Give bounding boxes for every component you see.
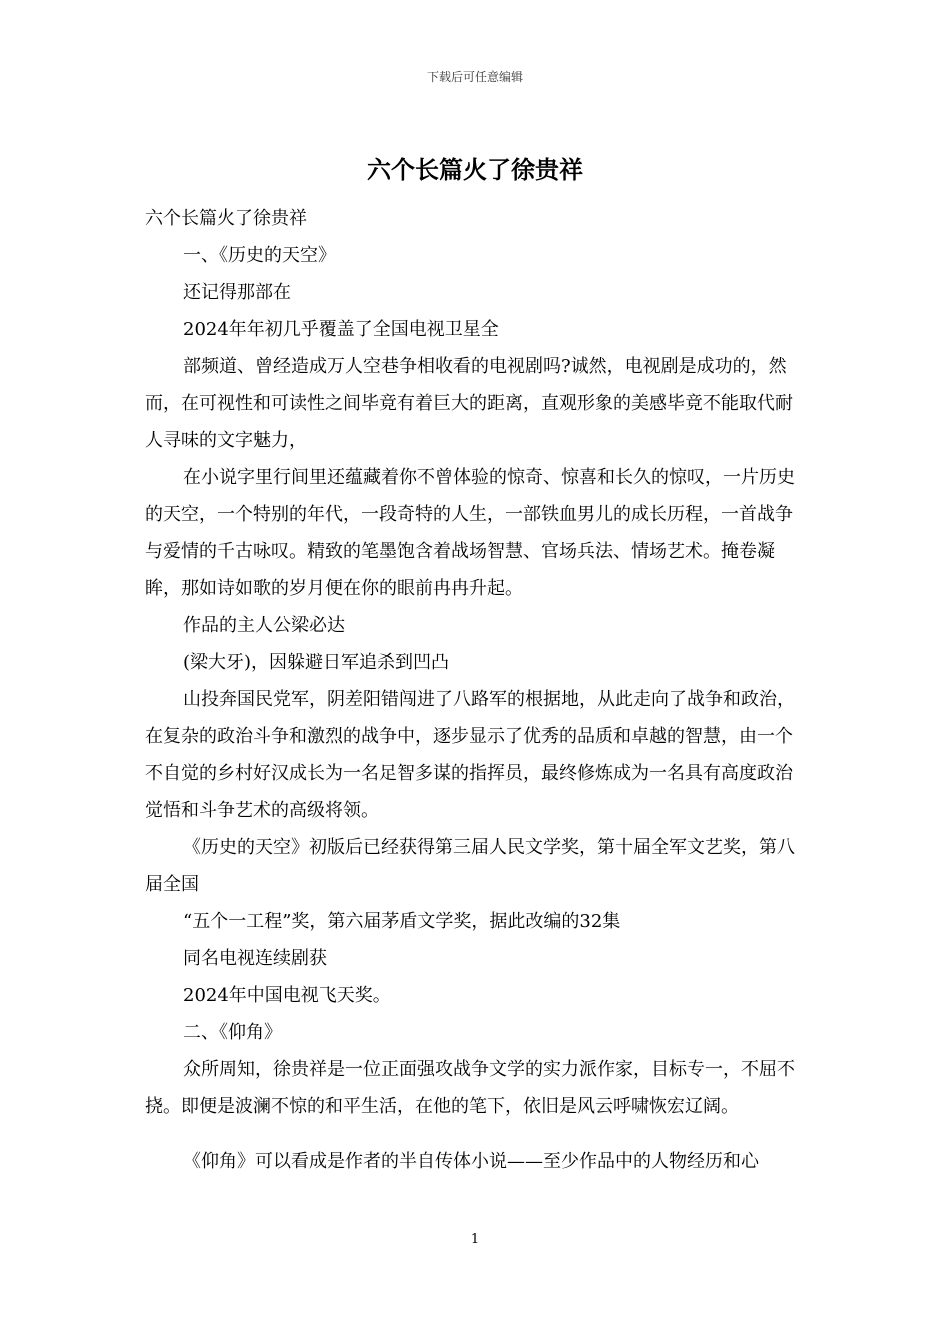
paragraph: “五个一工程”奖，第六届茅盾文学奖，据此改编的32集 bbox=[183, 911, 621, 932]
paragraph: 2024年年初几乎覆盖了全国电视卫星全 bbox=[183, 319, 499, 340]
paragraph-subtitle: 六个长篇火了徐贵祥 bbox=[145, 208, 307, 229]
paragraph: 《历史的天空》初版后已经获得第三届人民文学奖，第十届全军文艺奖，第八届全国 bbox=[145, 837, 795, 895]
page-number: 1 bbox=[470, 1232, 480, 1247]
paragraph: 山投奔国民党军，阴差阳错闯进了八路军的根据地，从此走向了战争和政治，在复杂的政治斗争和激烈的战争中，逐步显示了优秀的品质和卓越的智慧，由一个不自觉的乡村好汉成长为一名足智多谋的指挥员，最终修炼成为一名具有高度政治觉悟和斗争艺术的高级将领。 bbox=[145, 689, 795, 821]
document-title: 六个长篇火了徐贵祥 bbox=[367, 156, 583, 184]
paragraph: 2024年中国电视飞天奖。 bbox=[183, 985, 391, 1006]
document-body bbox=[145, 200, 810, 1180]
paragraph: 《仰角》可以看成是作者的半自传体小说——至少作品中的人物经历和心 bbox=[183, 1151, 759, 1172]
paragraph: 作品的主人公梁必达 bbox=[183, 615, 345, 636]
section-heading-1: 一、《历史的天空》 bbox=[183, 245, 336, 266]
paragraph: 还记得那部在 bbox=[183, 282, 291, 303]
paragraph: 部频道、曾经造成万人空巷争相收看的电视剧吗?诚然，电视剧是成功的，然而，在可视性和可读性之间毕竟有着巨大的距离，直观形象的美感毕竟不能取代耐人寻味的文字魅力， bbox=[145, 356, 793, 451]
paragraph: 同名电视连续剧获 bbox=[183, 948, 327, 969]
paragraph: 众所周知，徐贵祥是一位正面强攻战争文学的实力派作家，目标专一，不屈不挠。即便是波澜不惊的和平生活，在他的笔下，依旧是风云呼啸恢宏辽阔。 bbox=[145, 1059, 795, 1117]
paragraph: (梁大牙)，因躲避日军追杀到凹凸 bbox=[183, 652, 450, 673]
paragraph: 在小说字里行间里还蕴藏着你不曾体验的惊奇、惊喜和长久的惊叹，一片历史的天空，一个特别的年代，一段奇特的人生，一部铁血男儿的成长历程，一首战争与爱情的千古咏叹。精致的笔墨饱含着战场智慧、官场兵法、情场艺术。掩卷凝眸，那如诗如歌的岁月便在你的眼前冉冉升起。 bbox=[145, 467, 795, 599]
section-heading-2: 二、《仰角》 bbox=[183, 1022, 282, 1043]
header-note: 下载后可任意编辑 bbox=[426, 70, 523, 84]
